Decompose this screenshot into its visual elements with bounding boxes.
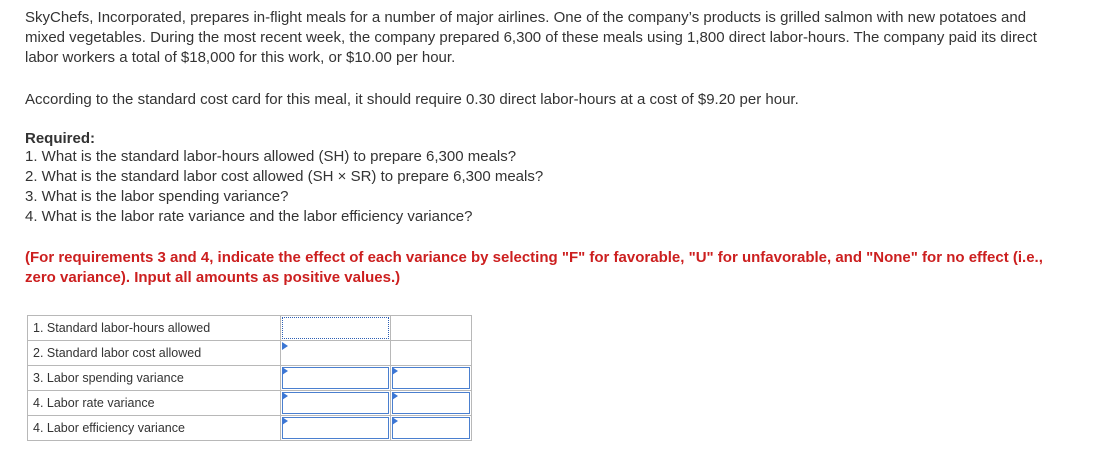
input-marker-icon xyxy=(282,392,288,400)
requirement-3: 3. What is the labor spending variance? xyxy=(25,188,289,205)
row-label: 4. Labor efficiency variance xyxy=(28,416,281,441)
dropdown-marker-icon xyxy=(392,417,398,425)
spending-variance-amount-input[interactable] xyxy=(282,367,389,389)
instructions-text: (For requirements 3 and 4, indicate the effect of each variance by selecting "F" for favorable, "U" for unfavorable, and "None" for no effect (i.e., zero variance). Input all amounts as positive values.) xyxy=(25,249,1043,286)
table-row xyxy=(28,416,472,441)
effect-cell xyxy=(391,341,472,366)
answer-table xyxy=(27,315,472,441)
requirement-2: 2. What is the standard labor cost allowed (SH × SR) to prepare 6,300 meals? xyxy=(25,168,544,185)
input-marker-icon xyxy=(282,367,288,375)
table-row xyxy=(28,341,472,366)
dropdown-marker-icon xyxy=(392,392,398,400)
table-row xyxy=(28,316,472,341)
effect-cell[interactable] xyxy=(391,416,472,441)
input-marker-icon xyxy=(282,417,288,425)
table-row xyxy=(28,366,472,391)
row-label: 4. Labor rate variance xyxy=(28,391,281,416)
standard-cost-amount-input[interactable] xyxy=(282,342,389,364)
effect-cell[interactable] xyxy=(391,391,472,416)
effect-cell xyxy=(391,316,472,341)
amount-cell[interactable] xyxy=(281,366,391,391)
amount-cell[interactable] xyxy=(281,416,391,441)
row-label: 3. Labor spending variance xyxy=(28,366,281,391)
problem-paragraph-1: SkyChefs, Incorporated, prepares in-flight meals for a number of major airlines. One of the company’s products is grilled salmon with new potatoes and mixed vegetables. During the most recent week, the company prepared 6,300 of these meals using 1,800 direct labor-hours. The company paid its direct labor workers a total of $18,000 for this work, or $10.00 per hour. xyxy=(25,9,1037,66)
effect-cell[interactable] xyxy=(391,366,472,391)
amount-cell[interactable] xyxy=(281,316,391,341)
amount-cell[interactable] xyxy=(281,391,391,416)
input-marker-icon xyxy=(282,342,288,350)
requirement-4: 4. What is the labor rate variance and the labor efficiency variance? xyxy=(25,208,473,225)
table-row xyxy=(28,391,472,416)
sh-amount-input[interactable] xyxy=(282,317,389,339)
rate-variance-effect-select[interactable] xyxy=(392,392,470,414)
required-heading: Required: xyxy=(25,130,96,147)
spending-variance-effect-select[interactable] xyxy=(392,367,470,389)
row-label: 2. Standard labor cost allowed xyxy=(28,341,281,366)
efficiency-variance-effect-select[interactable] xyxy=(392,417,470,439)
requirement-1: 1. What is the standard labor-hours allowed (SH) to prepare 6,300 meals? xyxy=(25,148,517,165)
problem-paragraph-2: According to the standard cost card for this meal, it should require 0.30 direct labor-hours at a cost of $9.20 per hour. xyxy=(25,91,799,108)
dropdown-marker-icon xyxy=(392,367,398,375)
rate-variance-amount-input[interactable] xyxy=(282,392,389,414)
row-label: 1. Standard labor-hours allowed xyxy=(28,316,281,341)
amount-cell[interactable] xyxy=(281,341,391,366)
efficiency-variance-amount-input[interactable] xyxy=(282,417,389,439)
